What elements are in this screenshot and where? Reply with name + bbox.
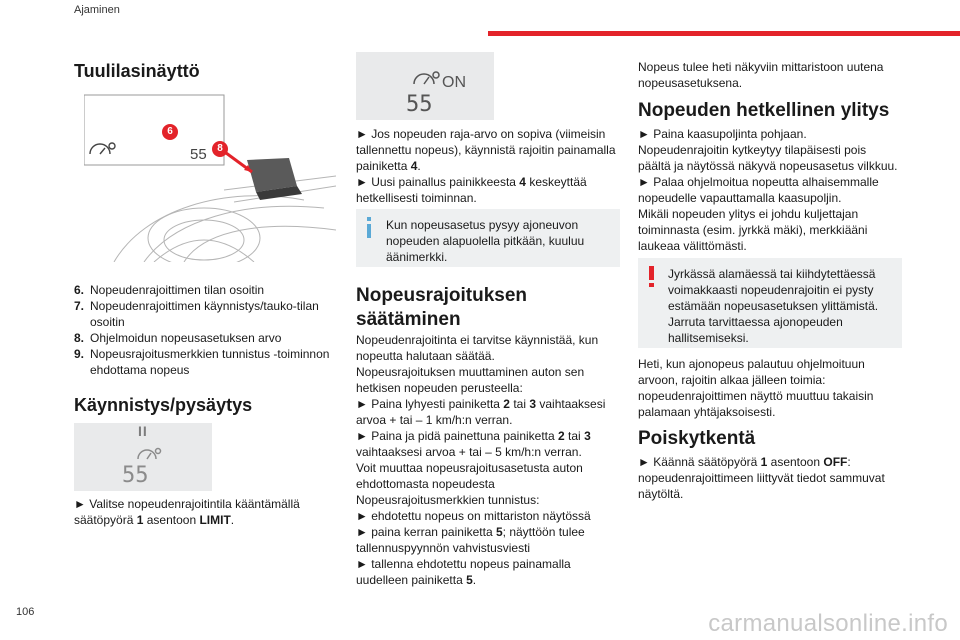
callout-6: 6 [162,124,178,140]
title-hetkellinen-ylitys: Nopeuden hetkellinen ylitys [638,100,890,121]
speed-display-value: 55 [122,463,149,488]
pause-icon: II [138,423,148,439]
warning-icon [646,266,658,288]
title-kaynnistys: Käynnistys/pysäytys [74,395,253,415]
section-header: Ajaminen [74,4,120,16]
title-tuulilasinaytto: Tuulilasinäyttö [74,61,200,81]
watermark: carmanualsonline.info [708,610,948,637]
hud-illustration [84,90,336,262]
set-speed-value: 55 [406,92,433,117]
header-accent-bar [488,31,960,36]
speedometer-icon [136,443,162,463]
paragraph-new-setting: Nopeus tulee heti näkyviin mittaristoon uutena nopeusasetuksena. [638,60,884,90]
info-note: Kun nopeusasetus pysyy ajoneuvon nopeuden alapuolella pitkään, kuuluu äänimerkki. [356,209,620,267]
title-poiskytkenta: Poiskytkentä [638,428,756,449]
hud-speed-value: 55 [190,146,207,163]
overshoot-body: ► Paina kaasupoljinta pohjaan. Nopeudenrajoitin kytkeytyy tilapäisesti pois päältä ja näytössä näkyvä nopeusasetus vilkkuu. ► Palaa ohjelmoitua nopeutta alhaisemmalle nopeudelle vapauttamalla kaasupoljin. Mikäli nopeuden ylitys ei johdu kuljettajan toiminnasta (esim. jyrkkä mäki), merkkiääni laukeaa välittömästi. [638,127,898,253]
on-label: ON [442,74,466,91]
paragraph-pause: ► Uusi painallus painikkeesta 4 keskeyttää hetkellisesti toiminnan. [356,175,587,205]
legend-item: 6. Nopeudenrajoittimen tilan osoitin [74,283,265,297]
legend-item: 9. Nopeusrajoitusmerkkien tunnistus -toiminnon ehdottama nopeus [74,347,330,377]
legend-item: 7. Nopeudenrajoittimen käynnistys/tauko-tilan osoitin [74,299,319,329]
activation-text [356,126,620,206]
page-number: 106 [16,606,35,618]
callout-8: 8 [212,141,228,157]
paragraph-resume: Heti, kun ajonopeus palautuu ohjelmoituun arvoon, rajoitin alkaa jälleen toimia: nopeudenrajoittimen näyttö muuttuu takaisin palamaan yhtäjaksoisesti. [638,357,874,419]
paragraph-select-limit: ► Valitse nopeudenrajoitintila kääntämällä säätöpyörä 1 asentoon LIMIT. [74,497,300,527]
limiter-on-image [356,52,494,120]
legend-item: 8. Ohjelmoidun nopeusasetuksen arvo [74,331,282,345]
paragraph-activate: ► Jos nopeuden raja-arvo on sopiva (viimeisin tallennettu nopeus), käynnistä rajoitin painamalla painiketta 4. [356,127,616,173]
pause-display-image [74,423,212,491]
adjust-body: Nopeudenrajoitinta ei tarvitse käynnistää, kun nopeutta halutaan säätää. Nopeusrajoituksen muuttaminen auton sen hetkisen nopeuden perusteella: ► Paina lyhyesti painiketta 2 tai 3 vaihtaaksesi arvoa + tai – 1 km/h:n verran. ► Paina ja pidä painettuna painiketta 2 tai 3 vaihtaaksesi arvoa + tai – 5 km/h:n verran. Voit muuttaa nopeusrajoitusasetusta auton ehdottomasta nopeudesta Nopeusrajoitusmerkkien tunnistus: ► ehdotettu nopeus on mittariston näytössä ► paina kerran painiketta 5; näyttöön tulee tallennuspyynnön vahvistusviesti ► tallenna ehdotettu nopeus painamalla uudelleen painiketta 5. [356,333,606,587]
info-icon [364,217,376,239]
speedometer-on-icon [412,66,440,88]
title-nopeusrajoituksen: Nopeusrajoituksen säätäminen [356,285,528,330]
legend-list [74,282,336,378]
paragraph-off: ► Käännä säätöpyörä 1 asentoon OFF: nopeudenrajoittimeen liittyvät tiedot sammuvat näytöltä. [638,455,885,501]
warning-note: Jyrkässä alamäessä tai kiihdytettäessä voimakkaasti nopeudenrajoitin ei pysty estämään nopeusasetuksen ylittämistä. Jarruta tarvittaessa ajonopeuden hallitsemiseksi. [638,258,902,348]
